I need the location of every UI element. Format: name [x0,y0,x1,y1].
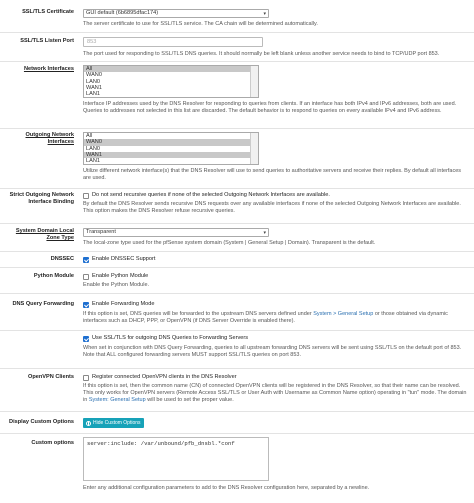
python-checkbox-label: Enable Python Module [92,273,149,279]
openvpn-row [0,369,474,412]
forwarding-help-text: If this option is set, DNS queries will be forwarded to the upstream DNS servers defined under [83,311,312,317]
divider [0,330,474,331]
list-option[interactable]: WAN1 [86,84,102,91]
openvpn-help-text-after: will be used to set the proper value. [147,397,234,403]
forwarding-checkbox-box[interactable] [83,302,89,308]
dnssec-row [0,252,474,268]
local-zone-value: Transparent [86,229,116,235]
python-row [0,268,474,294]
custom-options-textarea[interactable] [83,437,269,481]
general-setup-link[interactable]: System > General Setup [313,311,374,317]
python-checkbox-box[interactable] [83,274,89,280]
forwarding-tls-checkbox-box[interactable] [83,336,89,342]
ssl-certificate-value: GUI default (6b6895dfac174) [86,10,159,16]
python-label: Python Module [33,273,74,279]
listen-port-input[interactable] [83,37,263,47]
strict-binding-label-line1: Strict Outgoing Network [9,192,74,198]
forwarding-checkbox[interactable] [83,301,468,308]
strict-binding-checkbox-box[interactable] [83,193,89,199]
local-zone-label [2,228,74,242]
python-help: Enable the Python Module. [83,282,150,288]
ssl-certificate-select[interactable] [83,9,269,18]
openvpn-checkbox-box[interactable] [83,375,89,381]
custom-options-row [0,434,474,503]
hide-custom-options-button[interactable] [83,418,144,428]
strict-binding-help: By default the DNS Resolver sends recursive DNS requests over any available interfaces if none of the selected Outgoing Network Interfaces are available. This option makes the DNS Resolver refuse recursive queries. [83,201,461,214]
local-zone-row [0,224,474,252]
listen-port-row [0,33,474,62]
outgoing-interfaces-label-line1: Outgoing Network [25,132,74,138]
list-option[interactable]: All [86,133,93,139]
list-option[interactable]: LAN0 [86,78,100,85]
chevron-down-icon: ▾ [263,230,266,236]
outgoing-interfaces-row [0,129,474,189]
local-zone-label-line1: System Domain Local [15,228,74,234]
custom-options-label: Custom options [31,440,74,446]
custom-options-value: server:include: /var/unbound/pfb_dnsbl.*conf [87,440,235,447]
list-option[interactable]: All [84,66,258,72]
ssl-certificate-help: The server certificate to use for SSL/TLS service. The CA chain will be determined automatically. [83,21,318,27]
dnssec-checkbox[interactable] [83,256,468,263]
chevron-down-icon: ▾ [263,11,266,17]
list-option[interactable]: WAN0 [84,139,258,145]
hide-custom-options-label: Hide Custom Options [93,420,141,426]
forwarding-checkbox-label: Enable Forwarding Mode [92,301,155,307]
strict-binding-checkbox-label: Do not send recursive queries if none of the selected Outgoing Network Interfaces are available. [92,192,330,198]
strict-binding-label [2,192,74,206]
custom-options-help: Enter any additional configuration parameters to add to the DNS Resolver configuration here, separated by a newline. [83,485,370,491]
openvpn-checkbox[interactable] [83,374,468,381]
forwarding-help [83,311,468,325]
outgoing-interfaces-label-line2: Interfaces [47,139,74,145]
forwarding-tls-checkbox[interactable] [83,335,468,342]
list-option[interactable]: WAN0 [86,72,102,79]
listen-port-label: SSL/TLS Listen Port [20,38,74,44]
openvpn-help-text: If this option is set, then the common name (CN) of connected OpenVPN clients will be registered in the DNS Resolver, so that their name can be resolved. This only works for OpenVPN servers (Remote Access SSL/TLS or User Auth with Username as Common Name option) operating in "tun" mode. The domain in [83,383,467,403]
list-option[interactable]: LAN0 [86,145,100,152]
openvpn-label: OpenVPN Clients [27,374,74,380]
python-checkbox[interactable] [83,273,468,280]
forwarding-label: DNS Query Forwarding [12,301,74,307]
local-zone-select[interactable] [83,228,269,237]
outgoing-interfaces-list[interactable] [83,132,259,165]
dnssec-checkbox-label: Enable DNSSEC Support [92,256,156,262]
local-zone-label-line2: Zone Type [46,235,74,241]
list-option[interactable]: WAN1 [84,152,258,158]
list-option[interactable]: LAN1 [86,91,100,98]
outgoing-interfaces-label [2,132,74,146]
forwarding-tls-checkbox-label: Use SSL/TLS for outgoing DNS Queries to Forwarding Servers [92,335,249,341]
custom-display-row [0,412,474,434]
openvpn-help [83,383,468,404]
strict-binding-checkbox[interactable] [83,192,468,199]
strict-binding-label-line2: Interface Binding [28,199,74,205]
scrollbar[interactable] [250,66,258,97]
network-interfaces-label: Network Interfaces [23,66,74,72]
ssl-certificate-row [0,0,474,33]
forwarding-help-text-after: or those obtained via dynamic interfaces such as DHCP, PPP, or OpenVPN (if DNS Server Override is enabled there). [83,311,448,324]
list-option[interactable]: LAN1 [86,158,100,165]
strict-binding-row [0,189,474,224]
dnssec-label: DNSSEC [50,256,74,262]
ssl-certificate-label: SSL/TLS Certificate [22,9,74,15]
network-interfaces-list[interactable] [83,65,259,98]
listen-port-help: The port used for responding to SSL/TLS DNS queries. It should normally be left blank unless another service needs to bind to TCP/UDP port 853. [83,51,440,57]
general-setup-link[interactable]: System: General Setup [88,397,146,403]
openvpn-checkbox-label: Register connected OpenVPN clients in the DNS Resolver [92,374,237,380]
info-icon [86,421,91,426]
local-zone-help: The local-zone type used for the pfSense system domain (System | General Setup | Domain). Transparent is the default. [83,240,376,246]
dnssec-checkbox-box[interactable] [83,257,89,263]
custom-display-label: Display Custom Options [9,419,74,425]
network-interfaces-help: Interface IP addresses used by the DNS Resolver for responding to queries from clients. If an interface has both IPv4 and IPv6 addresses, both are used. Queries to addresses not selected in this list are discarded. The default behavior is to respond to queries on every available IPv4 and IPv6 address. [83,101,457,114]
network-interfaces-row [0,62,474,129]
scrollbar[interactable] [250,133,258,164]
forwarding-tls-help: When set in conjunction with DNS Query Forwarding, queries to all upstream forwarding DNS servers will be sent using SSL/TLS on the default port of 853. Note that ALL configured forwarding servers MUST support SSL/TLS queries on port 853. [83,345,462,358]
outgoing-interfaces-help: Utilize different network interface(s) that the DNS Resolver will use to send queries to authoritative servers and receive their replies. By default all interfaces are used. [83,168,462,181]
listen-port-placeholder: 853 [87,39,97,45]
forwarding-row [0,294,474,369]
